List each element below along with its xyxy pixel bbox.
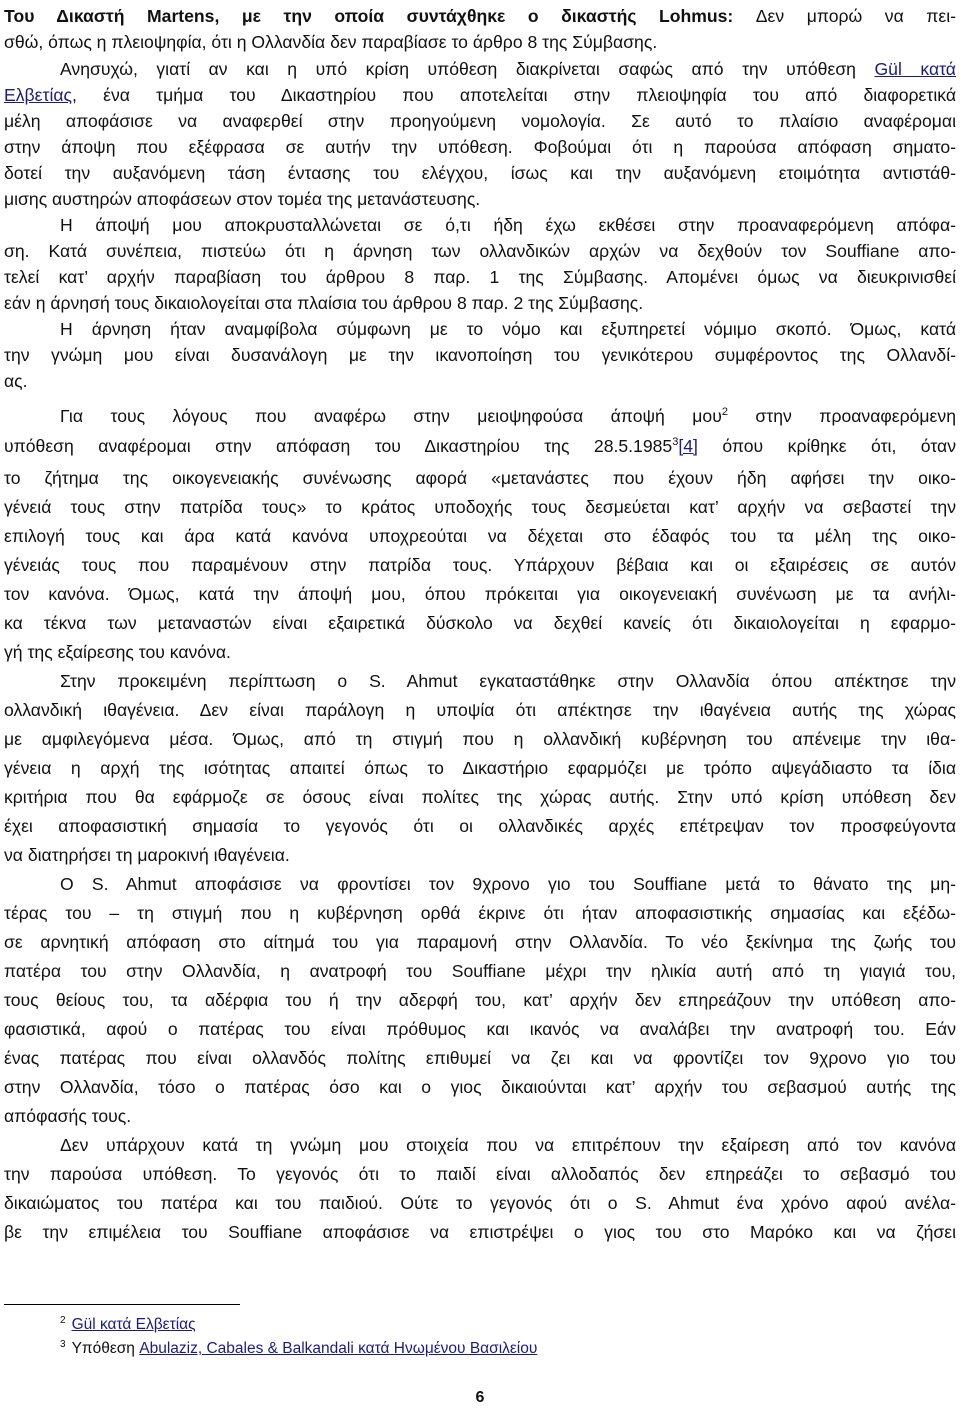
footnote-ref[interactable]: 2 — [721, 406, 728, 418]
case-link-gul[interactable]: Gül κατά — [874, 59, 956, 79]
text-line: επιλογή τους και άρα κατά κανόνα υποχρεούται να δέχεται στο έδαφός του τα μέλη της οικο- — [4, 526, 956, 546]
text-line: δικαιώματος του πατέρα και του παιδιού. Ούτε το γεγονός ότι ο S. Ahmut ένα χρόνο αφού ανέλα- — [4, 1193, 956, 1213]
text-line: γή της εξαίρεσης του κανόνα. — [4, 642, 231, 662]
footnote-separator — [4, 1304, 240, 1305]
text-line: Στην προκειμένη περίπτωση ο S. Ahmut εγκαταστάθηκε στην Ολλανδία όπου απέκτησε την — [60, 671, 956, 691]
text-line: υπόθεση αναφέρομαι στην απόφαση του Δικαστηρίου της 28.5.1985$^3$[4] όπου κρίθηκε ότι, όταν — [4, 436, 956, 456]
text-line: στην άποψη που εξέφρασα σε αυτήν την υπόθεση. Φοβούμαι ότι η παρούσα απόφαση σηματο- — [4, 137, 956, 157]
text-line: Για τους λόγους που αναφέρω στην μειοψηφούσα άποψή μου$^2$ στην προαναφερόμενη — [60, 406, 956, 426]
text-line: την παρούσα υπόθεση. Το γεγονός ότι το παιδί είναι αλλοδαπός δεν επηρεάζει το σεβασμό του — [4, 1164, 956, 1184]
text-line: ας. — [4, 371, 28, 391]
case-link-gul-cont[interactable]: Ελβετίας — [4, 85, 73, 105]
text-line: Του Δικαστή Martens, με την οποία συντάχθηκε ο δικαστής Lohmus: Δεν μπορώ να πει- — [4, 6, 956, 26]
text-line: Η άρνηση ήταν αναμφίβολα σύμφωνη με το νόμο και εξυπηρετεί νόμιμο σκοπό. Όμως, κατά — [60, 319, 956, 339]
page-number: 6 — [475, 1389, 485, 1406]
text-line: τελεί κατ’ αρχήν παραβίαση του άρθρου 8 παρ. 1 της Σύμβασης. Απομένει όμως να διευκρινισθεί — [4, 267, 956, 287]
text-line: γένειά τους στην πατρίδα τους» το κράτος υποδοχής τους δεσμεύεται κατ’ αρχήν να σεβαστεί την — [4, 497, 956, 517]
text-line: μέλη αποφάσισε να αναφερθεί στην προηγούμενη νομολογία. Σε αυτό το πλαίσιο αναφέρομαι — [4, 111, 956, 131]
footnote-link[interactable]: Gül κατά Ελβετίας — [71, 1316, 196, 1333]
text-line: πατέρα του στην Ολλανδία, η ανατροφή του Souffiane μέχρι την ηλικία αυτή από τη γιαγιά του, — [4, 961, 956, 981]
text-line: έχει αποφασιστική σημασία το γεγονός ότι οι ολλανδικές αρχές επέτρεψαν τον προσφεύγοντα — [4, 816, 956, 836]
footnote-link[interactable]: Abulaziz, Cabales & Balkandali κατά Ηνωμένου Βασιλείου — [139, 1340, 538, 1357]
text-line: μισης αυστηρών αποφάσεων στον τομέα της μετανάστευσης. — [4, 189, 481, 209]
footnote-item — [60, 1314, 196, 1336]
endnote-link[interactable]: [4] — [678, 436, 698, 456]
text-line: δοτεί την αυξανόμενη τάση έντασης του ελέγχου, ίσως και την αυξανόμενη ετοιμότητα αντιστάθ- — [4, 163, 956, 183]
text-line: κριτήρια που θα εφάρμοζε σε όσους είναι πολίτες της χώρας αυτής. Στην υπό κρίση υπόθεση δεν — [4, 787, 956, 807]
text-line: Δεν υπάρχουν κατά τη γνώμη μου στοιχεία που να επιτρέπουν την εξαίρεση από τον κανόνα — [60, 1135, 956, 1155]
footnote-ref[interactable]: 3 — [672, 436, 679, 448]
text-line: γένεια η αρχή της ισότητας απαιτεί όπως το Δικαστήριο εφαρμόζει με τρόπο αψεγάδιαστο τα ίδια — [4, 758, 956, 778]
text-line: με αμφιλεγόμενα μέσα. Όμως, από τη στιγμή που η ολλανδική κυβέρνηση του απένειμε την ιθα- — [4, 729, 956, 749]
text-line: να διατηρήσει τη μαροκινή ιθαγένεια. — [4, 845, 290, 865]
text-line: γένειάς τους που παραμένουν στην πατρίδα τους. Υπάρχουν βέβαια και οι εξαιρέσεις σε αυτόν — [4, 555, 956, 575]
text-line: Ο S. Ahmut αποφάσισε να φροντίσει τον 9χρονο γιο του Souffiane μετά το θάνατο της μη- — [60, 874, 956, 894]
text-line: τους θείους του, τα αδέρφια του ή την αδερφή του, κατ’ αρχήν δεν επηρεάζουν την υπόθεση απο- — [4, 990, 956, 1010]
footnote-number: 2 — [60, 1315, 66, 1326]
text-line: Ανησυχώ, γιατί αν και η υπό κρίση υπόθεση διακρίνεται σαφώς από την υπόθεση Gül κατά — [60, 59, 956, 79]
text-line: τον κανόνα. Όμως, κατά την άποψή μου, όπου πρόκειται για οικογενειακή συνένωση με τα ανήλι- — [4, 584, 956, 604]
text-line: κα τέκνα των μεταναστών είναι εξαιρετικά δύσκολο να δεχθεί κανείς ότι δικαιολογείται η εφαρμο- — [4, 613, 956, 633]
text-line: απόφασής τους. — [4, 1106, 132, 1126]
text-line: εάν η άρνησή τους δικαιολογείται στα πλαίσια του άρθρου 8 παρ. 2 της Σύμβασης. — [4, 293, 644, 313]
text-line: φασιστικά, αφού ο πατέρας του είναι πρόθυμος και ικανός να αναλάβει την ανατροφή του. Εάν — [4, 1019, 956, 1039]
text-line: Ελβετίας, ένα τμήμα του Δικαστηρίου που αποτελείται στην πλειοψηφία του από διαφορετικά — [4, 85, 956, 105]
text-line: βε την επιμέλεια του Souffiane αποφάσισε να επιστρέψει ο γιος του στο Μαρόκο και να ζήσει — [4, 1222, 956, 1242]
text-line: το ζήτημα της οικογενειακής συνένωσης αφορά «μετανάστες που έχουν ήδη αφήσει την οικο- — [4, 468, 956, 488]
text-line: ση. Κατά συνέπεια, πιστεύω ότι η άρνηση των ολλανδικών αρχών να δεχθούν τον Souffiane απο- — [4, 241, 956, 261]
footnote-item: $^3$ Υπόθεση Abulaziz, Cabales & Balkandali κατά Ηνωμένου Βασιλείου — [60, 1339, 538, 1357]
text-line: σε αρνητική απόφαση στο αίτημά του για παραμονή στην Ολλανδία. Το νέο ξεκίνημα της ζωής του — [4, 932, 956, 952]
opinion-heading: Του Δικαστή Martens, με την οποία συντάχθηκε ο δικαστής Lohmus: — [4, 6, 734, 26]
footnote-number: 3 — [60, 1339, 66, 1350]
text-line: ολλανδική ιθαγένεια. Δεν είναι παράλογη η υποψία ότι απέκτησε την ιθαγένεια αυτής της χώρας — [4, 700, 956, 720]
text-line: σθώ, όπως η πλειοψηφία, ότι η Ολλανδία δεν παραβίασε το άρθρο 8 της Σύμβασης. — [4, 32, 658, 52]
text-line: Η άποψή μου αποκρυσταλλώνεται σε ό,τι ήδη έχω εκθέσει στην προαναφερόμενη απόφα- — [60, 215, 956, 235]
text-line: στην Ολλανδία, τόσο ο πατέρας όσο και ο γιος δικαιούνται κατ’ αρχήν του σεβασμού αυτής της — [4, 1077, 956, 1097]
text-line: τέρας του – τη στιγμή που η κυβέρνηση ορθά έκρινε ότι ήταν αποφασιστικής σημασίας και εξέδω- — [4, 903, 956, 923]
text-line: ένας πατέρας που είναι ολλανδός πολίτης επιθυμεί να ζει και να φροντίζει τον 9χρονο γιο του — [4, 1048, 956, 1068]
text-line: την γνώμη μου είναι δυσανάλογη με την ικανοποίηση του γενικότερου συμφέροντος της Ολλανδί- — [4, 345, 956, 365]
